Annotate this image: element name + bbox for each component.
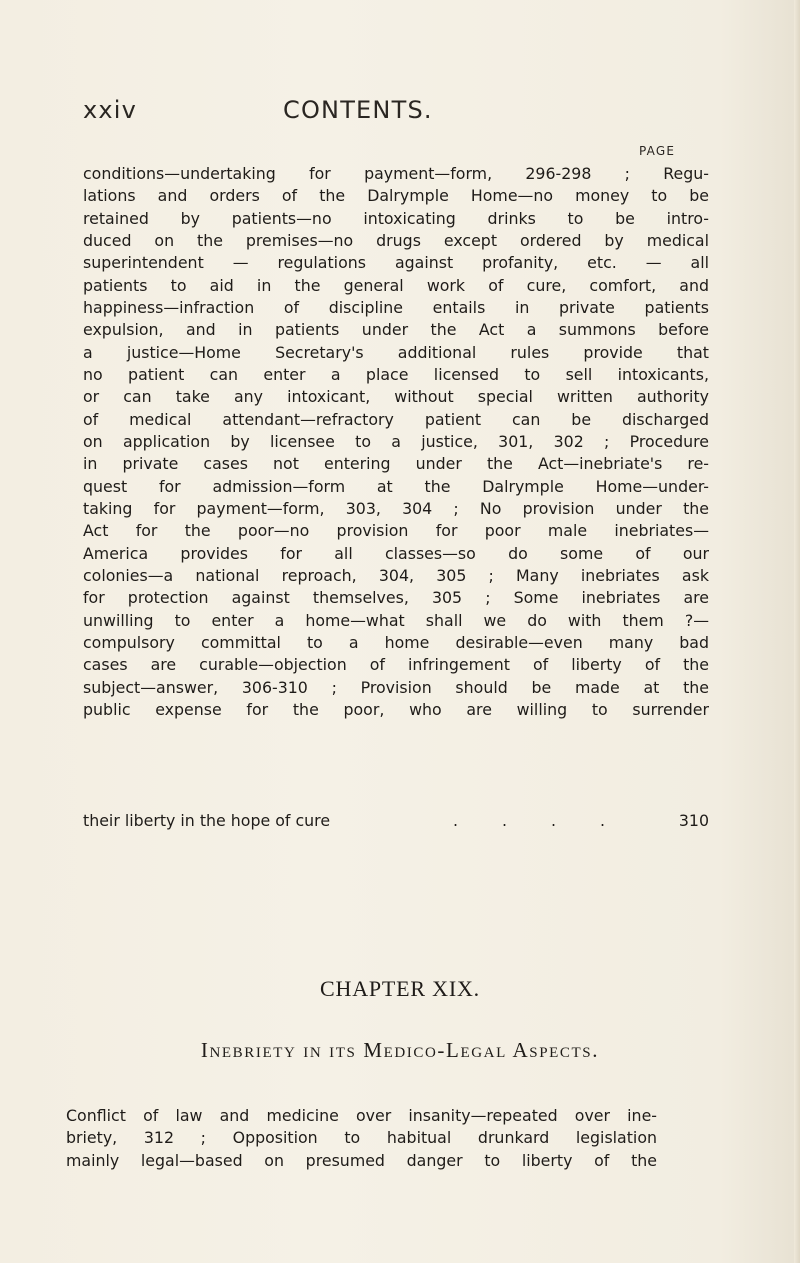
chapter-heading: CHAPTER XIX. (320, 976, 480, 1001)
dot-leader (453, 810, 649, 832)
chapter-subtitle: Inebriety in its Medico-Legal Aspects. (200, 1038, 600, 1062)
chapter-summary (66, 1105, 657, 1172)
text-line: taking for payment—form, 303, 304 ; No provision under the (83, 498, 709, 518)
text-line: colonies—a national reproach, 304, 305 ; Many inebriates ask (83, 565, 709, 585)
text-line: or can take any intoxicant, without special written authority (83, 387, 709, 407)
last-line-text: their liberty in the hope of cure (83, 811, 331, 830)
contents-entry-continuation (83, 163, 709, 721)
text-line: patients to aid in the general work of cure, comfort, and (83, 275, 709, 295)
leader-dot: . (551, 811, 557, 830)
text-line: briety, 312 ; Opposition to habitual drunkard legislation (66, 1128, 657, 1148)
text-line: duced on the premises—no drugs except ordered by medical (83, 230, 709, 250)
text-line: on application by licensee to a justice, 301, 302 ; Procedure (83, 431, 709, 451)
text-line: no patient can enter a place licensed to sell intoxicants, (83, 364, 709, 384)
text-line: in private cases not entering under the Act—inebriate's re- (83, 454, 709, 474)
text-line: compulsory committal to a home desirable—even many bad (83, 632, 709, 652)
running-title: CONTENTS. (283, 96, 433, 124)
text-line: Conflict of law and medicine over insanity—repeated over ine- (66, 1106, 657, 1125)
text-line: subject—answer, 306-310 ; Provision should be made at the (83, 677, 709, 697)
text-line: quest for admission—form at the Dalrymple Home—under- (83, 476, 709, 496)
page-edge-shadow (794, 0, 800, 1263)
text-line: for protection against themselves, 305 ; Some inebriates are (83, 588, 709, 608)
text-line: cases are curable—objection of infringement of liberty of the (83, 655, 709, 675)
text-line: retained by patients—no intoxicating drinks to be intro- (83, 208, 709, 228)
page-number-reference: 310 (678, 811, 709, 830)
text-line: happiness—infraction of discipline entails in private patients (83, 297, 709, 317)
text-line: public expense for the poor, who are willing to surrender (83, 699, 709, 719)
leader-dot: . (453, 811, 459, 830)
leader-dot: . (600, 811, 606, 830)
text-line: expulsion, and in patients under the Act a summons before (83, 320, 709, 340)
page-column-label: PAGE (639, 144, 676, 158)
text-line: unwilling to enter a home—what shall we do with them ?— (83, 610, 709, 630)
text-line: a justice—Home Secretary's additional rules provide that (83, 342, 709, 362)
text-line: America provides for all classes—so do some of our (83, 543, 709, 563)
text-line: Act for the poor—no provision for poor male inebriates— (83, 521, 709, 541)
text-line: mainly legal—based on presumed danger to liberty of the (66, 1150, 657, 1170)
text-line: conditions—undertaking for payment—form, 296-298 ; Regu- (83, 164, 709, 183)
text-line: superintendent — regulations against profanity, etc. — all (83, 253, 709, 273)
page-folio: xxiv (83, 96, 138, 124)
contents-entry-last-line (83, 810, 709, 832)
text-line: lations and orders of the Dalrymple Home—no money to be (83, 186, 709, 206)
text-line: of medical attendant—refractory patient can be discharged (83, 409, 709, 429)
leader-dot: . (502, 811, 508, 830)
